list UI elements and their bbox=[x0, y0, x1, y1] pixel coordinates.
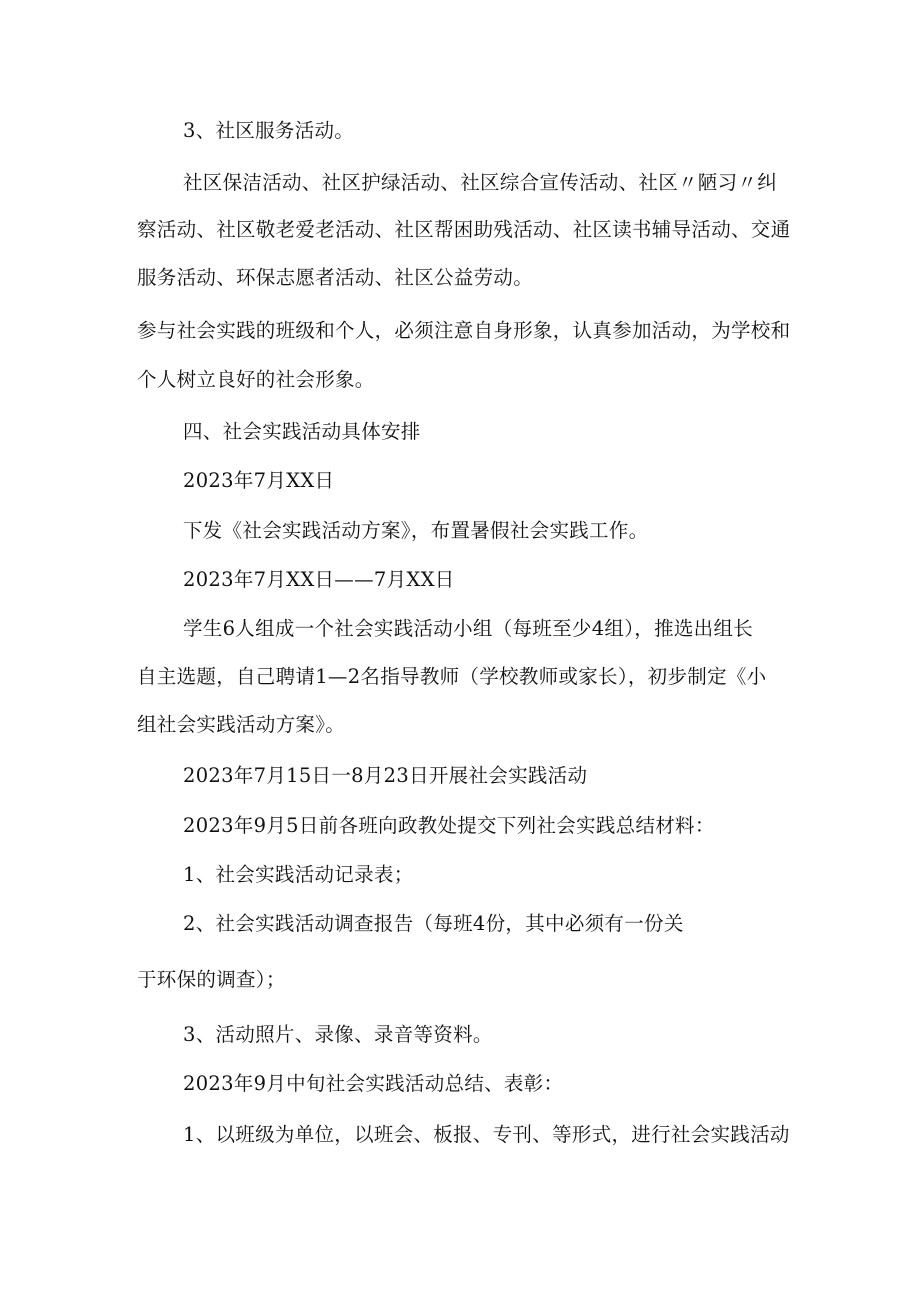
section-heading-schedule: 四、社会实践活动具体安排 bbox=[183, 420, 421, 443]
schedule-date: 2023年7月XX日——7月XX日 bbox=[183, 568, 455, 591]
schedule-date: 2023年9月5日前各班向政教处提交下列社会实践总结材料： bbox=[183, 814, 715, 837]
list-item: 1、社会实践活动记录表； bbox=[183, 863, 414, 886]
paragraph-line: 学生6人组成一个社会实践活动小组（每班至少4组），推选出组长 bbox=[183, 617, 754, 640]
paragraph-line: 自主选题，自己聘请1—2名指导教师（学校教师或家长），初步制定《小 bbox=[137, 665, 767, 688]
paragraph-line: 个人树立良好的社会形象。 bbox=[137, 368, 375, 391]
list-item-continuation: 于环保的调查）； bbox=[137, 968, 286, 991]
section-heading-community-service: 3、社区服务活动。 bbox=[183, 119, 355, 142]
paragraph-line: 察活动、社区敬老爱老活动、社区帮困助残活动、社区读书辅导活动、交通 bbox=[137, 218, 791, 241]
paragraph-line: 服务活动、环保志愿者活动、社区公益劳动。 bbox=[137, 266, 534, 289]
schedule-date: 2023年7月15日一8月23日开展社会实践活动 bbox=[183, 764, 588, 787]
list-item: 1、以班级为单位，以班会、板报、专刊、等形式，进行社会实践活动 bbox=[183, 1123, 790, 1146]
schedule-date: 2023年9月中旬社会实践活动总结、表彰： bbox=[183, 1072, 564, 1095]
schedule-date: 2023年7月XX日 bbox=[183, 469, 335, 492]
paragraph-line: 组社会实践活动方案》。 bbox=[137, 713, 346, 736]
list-item: 3、活动照片、录像、录音等资料。 bbox=[183, 1023, 493, 1046]
paragraph-line: 参与社会实践的班级和个人，必须注意自身形象，认真参加活动，为学校和 bbox=[137, 319, 791, 342]
paragraph-line: 下发《社会实践活动方案》，布置暑假社会实践工作。 bbox=[183, 519, 649, 542]
list-item: 2、社会实践活动调查报告（每班4份，其中必须有一份关 bbox=[183, 912, 684, 935]
paragraph-line: 社区保洁活动、社区护绿活动、社区综合宣传活动、社区〃陋习〃纠 bbox=[183, 171, 778, 194]
